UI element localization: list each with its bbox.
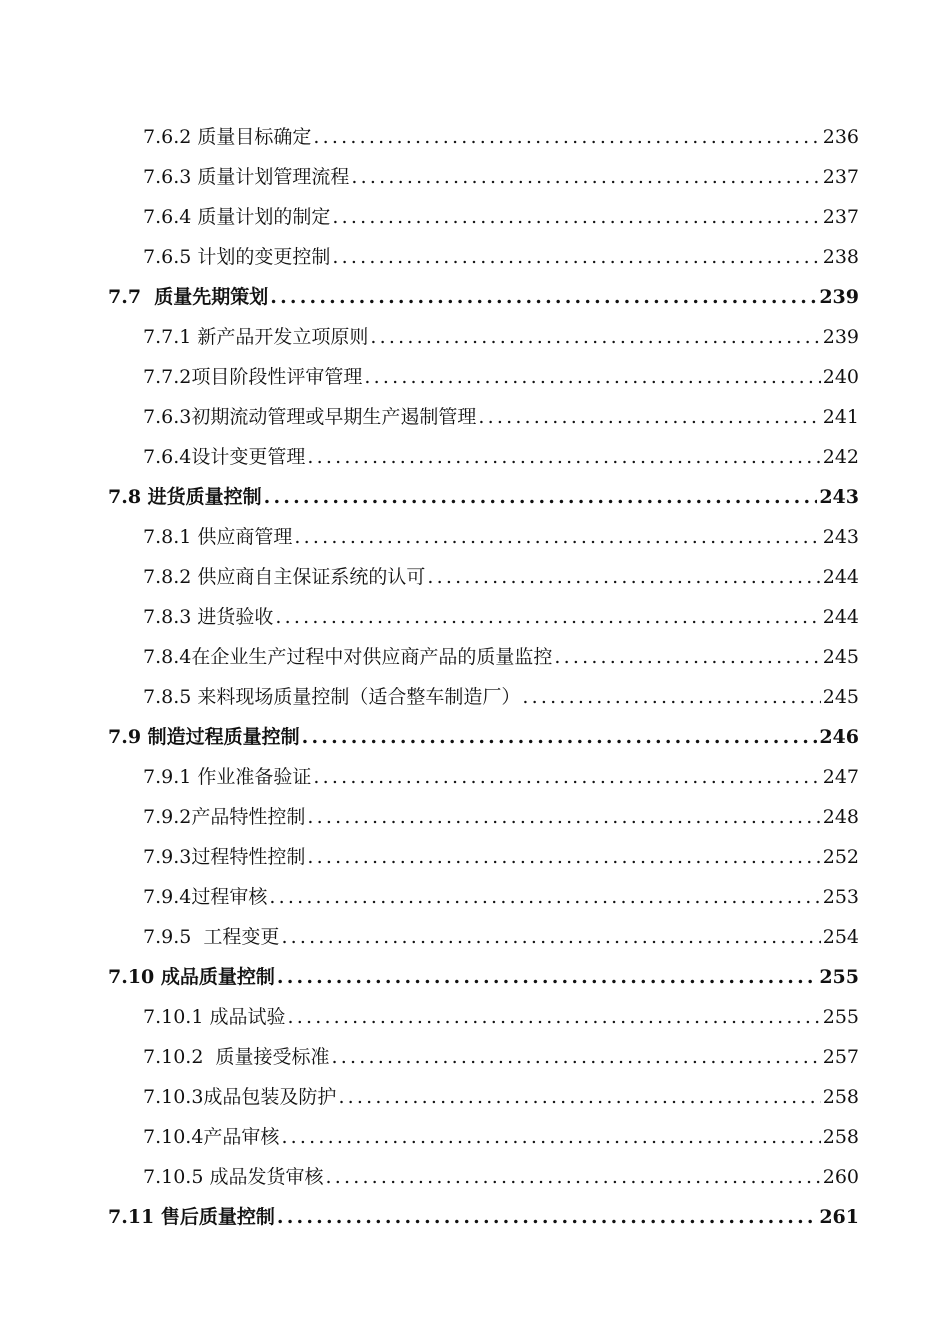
toc-page-number: 248 <box>822 806 859 828</box>
toc-dot-leader <box>302 717 818 757</box>
toc-page-number: 238 <box>822 246 859 268</box>
toc-entry-title: 7.6.3初期流动管理或早期生产遏制管理 <box>143 406 477 428</box>
toc-dot-leader <box>287 997 820 1037</box>
toc-entry-title: 7.6.5 计划的变更控制 <box>143 246 331 268</box>
toc-dot-leader <box>351 157 820 197</box>
toc-subsection-entry[interactable] <box>0 797 950 837</box>
toc-page-number: 255 <box>822 1006 859 1028</box>
toc-dot-leader <box>307 797 820 837</box>
toc-entry-title: 7.6.4设计变更管理 <box>143 446 306 468</box>
toc-page-number: 244 <box>822 566 859 588</box>
toc-dot-leader <box>522 677 820 717</box>
toc-dot-leader <box>364 357 820 397</box>
toc-subsection-entry[interactable] <box>0 637 950 677</box>
toc-entry-title: 7.8.3 进货验收 <box>143 606 274 628</box>
toc-dot-leader <box>370 317 820 357</box>
toc-subsection-entry[interactable] <box>0 237 950 277</box>
toc-entry-title: 7.8.1 供应商管理 <box>143 526 293 548</box>
toc-subsection-entry[interactable] <box>0 1077 950 1117</box>
toc-subsection-entry[interactable] <box>0 317 950 357</box>
toc-page-number: 247 <box>822 766 859 788</box>
toc-subsection-entry[interactable] <box>0 157 950 197</box>
toc-page-number: 237 <box>822 166 859 188</box>
toc-subsection-entry[interactable] <box>0 1117 950 1157</box>
toc-subsection-entry[interactable] <box>0 757 950 797</box>
toc-entry-title: 7.10.3成品包装及防护 <box>143 1086 337 1108</box>
toc-dot-leader <box>313 757 820 797</box>
toc-subsection-entry[interactable] <box>0 997 950 1037</box>
toc-entry-title: 7.7.1 新产品开发立项原则 <box>143 326 369 348</box>
toc-section-entry[interactable] <box>0 477 950 517</box>
toc-dot-leader <box>277 957 817 997</box>
toc-page-number: 241 <box>822 406 859 428</box>
toc-subsection-entry[interactable] <box>0 557 950 597</box>
toc-entry-title: 7.10.5 成品发货审核 <box>143 1166 324 1188</box>
toc-dot-leader <box>281 1117 820 1157</box>
toc-page-number: 246 <box>819 726 859 748</box>
toc-entry-title: 7.8 进货质量控制 <box>108 486 262 508</box>
toc-entry-title: 7.8.5 来料现场质量控制（适合整车制造厂） <box>143 686 521 708</box>
toc-dot-leader <box>264 477 818 517</box>
toc-page-number: 239 <box>819 286 859 308</box>
toc-subsection-entry[interactable] <box>0 397 950 437</box>
toc-dot-leader <box>277 1197 817 1237</box>
toc-section-entry[interactable] <box>0 277 950 317</box>
toc-dot-leader <box>294 517 820 557</box>
toc-entry-title: 7.9 制造过程质量控制 <box>108 726 300 748</box>
toc-page-number: 236 <box>822 126 859 148</box>
toc-entry-title: 7.9.1 作业准备验证 <box>143 766 312 788</box>
toc-entry-title: 7.6.4 质量计划的制定 <box>143 206 331 228</box>
toc-page-number: 253 <box>822 886 859 908</box>
toc-dot-leader <box>281 917 820 957</box>
toc-section-entry[interactable] <box>0 957 950 997</box>
toc-subsection-entry[interactable] <box>0 917 950 957</box>
toc-subsection-entry[interactable] <box>0 1037 950 1077</box>
toc-page-number: 252 <box>822 846 859 868</box>
toc-page-number: 245 <box>822 686 859 708</box>
toc-dot-leader <box>270 277 817 317</box>
toc-entry-title: 7.10.2 质量接受标准 <box>143 1046 330 1068</box>
toc-page-number: 261 <box>819 1206 859 1228</box>
toc-entry-title: 7.9.3过程特性控制 <box>143 846 306 868</box>
toc-page-number: 258 <box>822 1086 859 1108</box>
toc-page-number: 242 <box>822 446 859 468</box>
toc-dot-leader <box>554 637 820 677</box>
toc-page-number: 244 <box>822 606 859 628</box>
toc-page-number: 243 <box>822 526 859 548</box>
toc-dot-leader <box>307 837 820 877</box>
toc-entry-title: 7.10 成品质量控制 <box>108 966 275 988</box>
toc-subsection-entry[interactable] <box>0 357 950 397</box>
toc-page-number: 237 <box>822 206 859 228</box>
toc-entry-title: 7.9.5 工程变更 <box>143 926 280 948</box>
toc-page-number: 260 <box>822 1166 859 1188</box>
toc-entry-title: 7.7.2项目阶段性评审管理 <box>143 366 363 388</box>
toc-dot-leader <box>269 877 820 917</box>
toc-subsection-entry[interactable] <box>0 677 950 717</box>
toc-subsection-entry[interactable] <box>0 517 950 557</box>
toc-dot-leader <box>338 1077 820 1117</box>
toc-dot-leader <box>332 197 820 237</box>
toc-page-number: 240 <box>822 366 859 388</box>
toc-page-number: 258 <box>822 1126 859 1148</box>
toc-entry-title: 7.7 质量先期策划 <box>108 286 269 308</box>
toc-page-number: 257 <box>822 1046 859 1068</box>
toc-entry-title: 7.8.2 供应商自主保证系统的认可 <box>143 566 426 588</box>
toc-dot-leader <box>427 557 820 597</box>
toc-page-number: 243 <box>819 486 859 508</box>
toc-dot-leader <box>332 1037 821 1077</box>
toc-dot-leader <box>307 437 820 477</box>
toc-entry-title: 7.8.4在企业生产过程中对供应商产品的质量监控 <box>143 646 553 668</box>
toc-entry-title: 7.6.3 质量计划管理流程 <box>143 166 350 188</box>
toc-subsection-entry[interactable] <box>0 437 950 477</box>
toc-section-entry[interactable] <box>0 1197 950 1237</box>
toc-subsection-entry[interactable] <box>0 877 950 917</box>
toc-dot-leader <box>478 397 820 437</box>
toc-entry-title: 7.10.4产品审核 <box>143 1126 280 1148</box>
toc-dot-leader <box>332 237 820 277</box>
toc-entry-title: 7.9.4过程审核 <box>143 886 268 908</box>
toc-entry-title: 7.6.2 质量目标确定 <box>143 126 312 148</box>
toc-subsection-entry[interactable] <box>0 1157 950 1197</box>
toc-entry-title: 7.9.2产品特性控制 <box>143 806 306 828</box>
toc-subsection-entry[interactable] <box>0 197 950 237</box>
toc-entry-title: 7.11 售后质量控制 <box>108 1206 275 1228</box>
toc-entry-title: 7.10.1 成品试验 <box>143 1006 286 1028</box>
toc-subsection-entry[interactable] <box>0 117 950 157</box>
toc-page-number: 245 <box>822 646 859 668</box>
toc-dot-leader <box>325 1157 820 1197</box>
toc-subsection-entry[interactable] <box>0 597 950 637</box>
toc-page-number: 239 <box>822 326 859 348</box>
toc-dot-leader <box>313 117 820 157</box>
toc-subsection-entry[interactable] <box>0 837 950 877</box>
table-of-contents <box>0 117 950 1237</box>
toc-page-number: 254 <box>822 926 859 948</box>
toc-dot-leader <box>275 597 820 637</box>
toc-section-entry[interactable] <box>0 717 950 757</box>
toc-page-number: 255 <box>819 966 859 988</box>
